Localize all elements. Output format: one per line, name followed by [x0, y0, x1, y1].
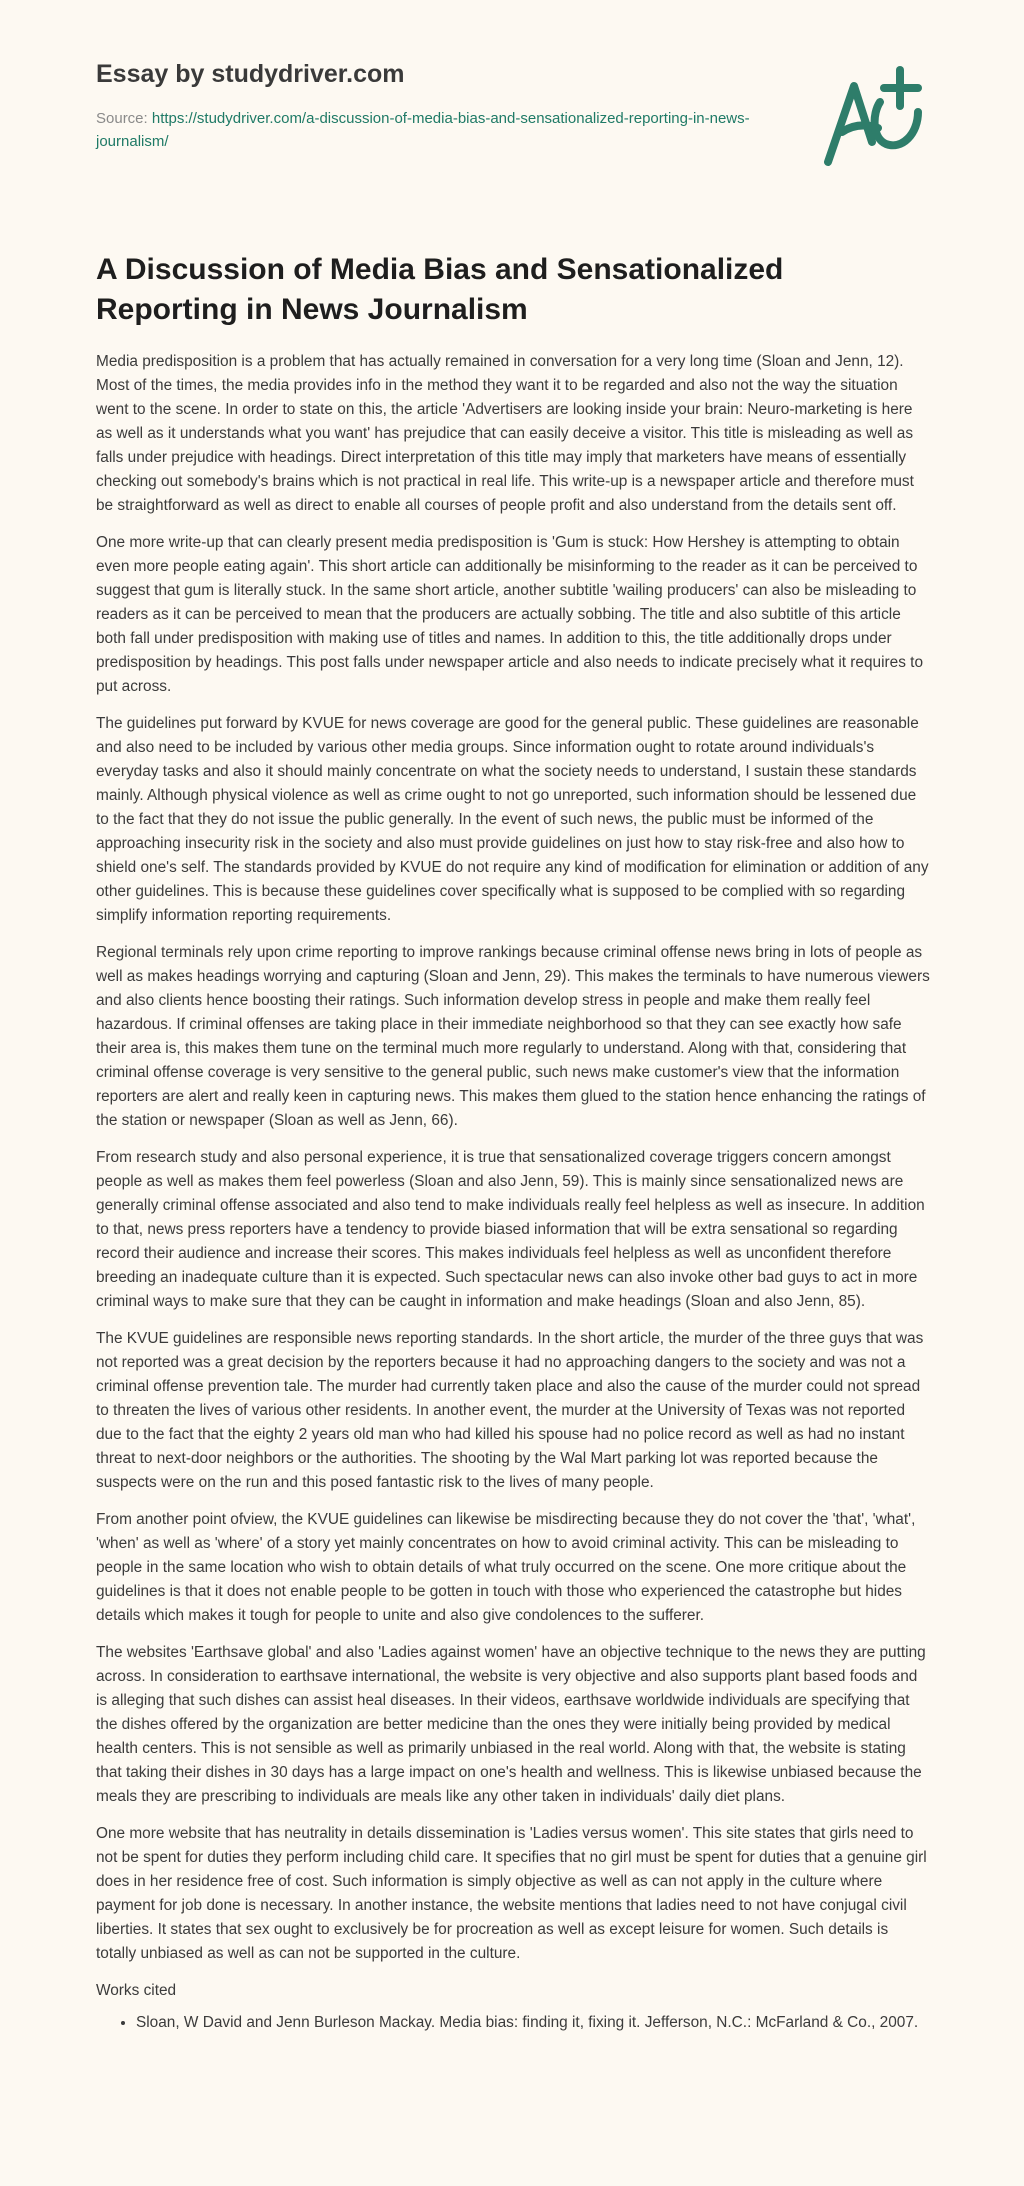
site-title: Essay by studydriver.com — [96, 60, 405, 88]
document-header — [96, 60, 796, 153]
paragraph: The websites 'Earthsave global' and also 'Ladies against women' have an objective technique to the news they are putting across. In consideration to earthsave international, the website is very objective and also supports plant based foods and is alleging that such dishes can assist heal diseases. In their videos, earthsave worldwide individuals are specifying that the dishes offered by the organization are better medicine than the ones they were initially being provided by medical health centers. This is not sensible as well as primarily unbiased in the real world. Along with that, the website is stating that taking their dishes in 30 days has a large impact on one's health and wellness. This is likewise unbiased because the meals they are prescribing to individuals are meals like any other taken in individuals' daily diet plans. — [96, 1644, 926, 1805]
article — [96, 250, 930, 2035]
a-plus-logo-icon — [820, 62, 932, 170]
paragraph: Media predisposition is a problem that has actually remained in conversation for a very long time (Sloan and Jenn, 12). Most of the times, the media provides info in the method they want it to be regarded and also not the way the situation went to the scene. In order to state on this, the article 'Advertisers are looking inside your brain: Neuro-marketing is here as well as it understands what you want' has prejudice that can easily deceive a visitor. This title is misleading as well as falls under prejudice with headings. Direct interpretation of this title may imply that marketers have means of essentially checking out somebody's brains which is not practical in real life. This write-up is a newspaper article and therefore must be straightforward as well as direct to enable all courses of people profit and also understand from the details sent off. — [96, 353, 914, 514]
works-cited-heading: Works cited — [96, 1982, 177, 1999]
paragraph: From research study and also personal experience, it is true that sensationalized coverage triggers concern amongst people as well as makes them feel powerless (Sloan and also Jenn, 59). This is mainly since sensationalized news are generally criminal offense associated and also tend to make individuals really feel helpless as well as insecure. In addition to that, news press reporters have a tendency to provide biased information that will be extra sensational so regarding record their audience and increase their scores. This makes individuals feel helpless as well as unconfident therefore breeding an inadequate culture than it is expected. Such spectacular news can also invoke other bad guys to act in more criminal ways to make sure that they can be caught in information and make headings (Sloan and also Jenn, 85). — [96, 1149, 925, 1310]
paragraph: From another point ofview, the KVUE guidelines can likewise be misdirecting because they do not cover the 'that', 'what', 'when' as well as 'where' of a story yet mainly concentrates on how to avoid criminal activity. This can be misleading to people in the same location who wish to obtain details of what truly occurred on the scene. One more critique about the guidelines is that it does not enable people to be gotten in touch with those who experienced the catastrophe but hides details which makes it tough for people to unite and also give condolences to the sufferer. — [96, 1511, 916, 1624]
works-cited-list — [96, 2011, 930, 2035]
paragraph: Regional terminals rely upon crime reporting to improve rankings because criminal offense news bring in lots of people as well as makes headings worrying and capturing (Sloan and Jenn, 29). This makes the terminals to have numerous viewers and also clients hence boosting their ratings. Such information develop stress in people and make them really feel hazardous. If criminal offenses are taking place in their immediate neighborhood so that they can see exactly how safe their area is, this makes them tune on the terminal much more regularly to understand. Along with that, considering that criminal offense coverage is very sensitive to the general public, such news make customer's view that the information reporters are alert and really keen in capturing news. This makes them glued to the station hence enhancing the ratings of the station or newspaper (Sloan as well as Jenn, 66). — [96, 944, 930, 1129]
source-link[interactable]: https://studydriver.com/a-discussion-of-media-bias-and-sensationalized-reporting-in-news-journalism/ — [96, 110, 750, 150]
paragraph: The KVUE guidelines are responsible news reporting standards. In the short article, the murder of the three guys that was not reported was a great decision by the reporters because it had no approaching dangers to the society and was not a criminal offense prevention tale. The murder had currently taken place and also the cause of the murder could not spread to threaten the lives of various other residents. In another event, the murder at the University of Texas was not reported due to the fact that the eighty 2 years old man who had killed his spouse had no police record as well as had no instant threat to next-door neighbors or the authorities. The shooting by the Wal Mart parking lot was reported because the suspects were on the run and this posed fantastic risk to the lives of many people. — [96, 1330, 924, 1491]
source-label: Source: — [96, 110, 152, 127]
paragraph: One more website that has neutrality in details dissemination is 'Ladies versus women'. This site states that girls need to not be spent for duties they perform including child care. It specifies that no girl must be spent for duties that a genuine girl does in her residence free of cost. Such information is simply objective as well as can not apply in the culture where payment for job done is necessary. In another instance, the website mentions that ladies need to not have conjugal civil liberties. It states that sex ought to exclusively be for procreation as well as except leisure for women. Such details is totally unbiased as well as can not be supported in the culture. — [96, 1825, 927, 1962]
article-title: A Discussion of Media Bias and Sensationalized Reporting in News Journalism — [96, 253, 784, 326]
source-line — [96, 107, 796, 153]
paragraph: One more write-up that can clearly present media predisposition is 'Gum is stuck: How Hershey is attempting to obtain even more people eating again'. This short article can additionally be misinforming to the reader as it can be perceived to suggest that gum is literally stuck. In the same short article, another subtitle 'wailing producers' can also be misleading to readers as it can be perceived to mean that the producers are actually sobbing. The title and also subtitle of this article both fall under predisposition with making use of titles and names. In addition to this, the title additionally drops under predisposition by headings. This post falls under newspaper article and also needs to indicate precisely what it requires to put across. — [96, 534, 924, 695]
paragraph: The guidelines put forward by KVUE for news coverage are good for the general public. These guidelines are reasonable and also need to be included by various other media groups. Since information ought to rotate around individuals's everyday tasks and also it should mainly concentrate on what the society needs to understand, I sustain these standards mainly. Although physical violence as well as crime ought to not go unreported, such information should be lessened due to the fact that they do not issue the public generally. In the event of such news, the public must be informed of the approaching insecurity risk in the society and also must provide guidelines on just how to stay risk-free and also how to shield one's self. The standards provided by KVUE do not require any kind of modification for elimination or addition of any other guidelines. This is because these guidelines cover specifically what is supposed to be complied with so regarding simplify information reporting requirements. — [96, 715, 929, 924]
citation-item: • Sloan, W David and Jenn Burleson Mackay. Media bias: finding it, fixing it. Jefferson, N.C.: McFarland & Co., 2007. — [136, 2011, 930, 2035]
